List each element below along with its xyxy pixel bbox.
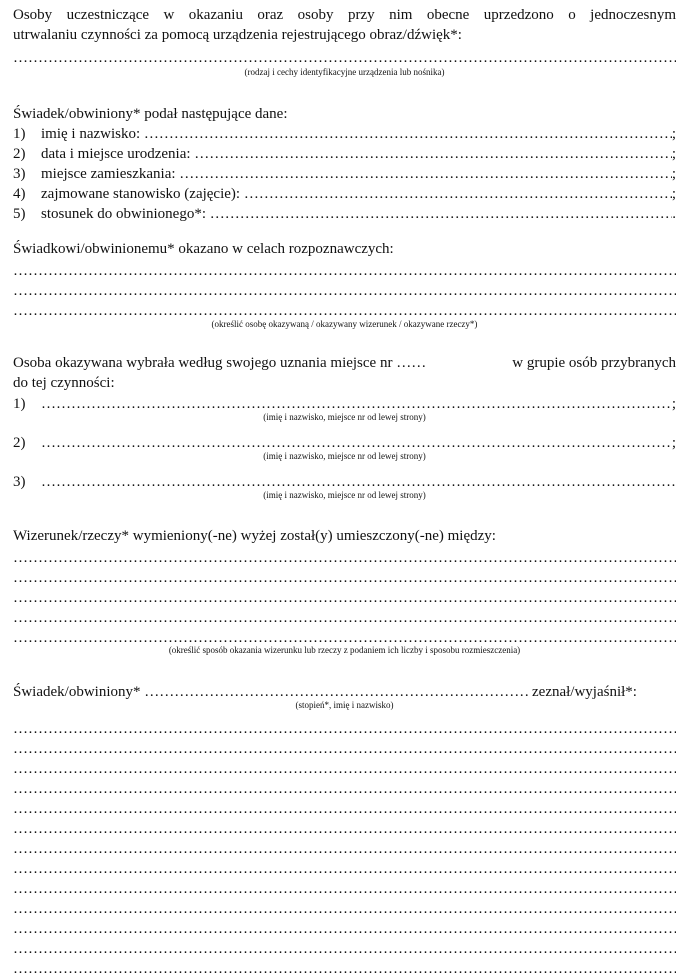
identification-entry-line bbox=[13, 262, 676, 280]
placement-entry-line bbox=[13, 569, 676, 587]
selection-caption-3: (imię i nazwisko, miejsce nr od lewej strony) bbox=[263, 490, 426, 500]
statement-entry-line bbox=[13, 740, 676, 758]
item-number: 1) bbox=[13, 396, 26, 412]
placement-heading: Wizerunek/rzeczy* wymieniony(-ne) wyżej został(y) umieszczony(-ne) między: bbox=[13, 528, 496, 544]
statement-entry-line bbox=[13, 800, 676, 818]
identification-heading: Świadkowi/obwinionemu* okazano w celach rozpoznawczych: bbox=[13, 241, 394, 257]
statement-caption: (stopień*, imię i nazwisko) bbox=[295, 700, 394, 710]
selection-caption-2: (imię i nazwisko, miejsce nr od lewej strony) bbox=[263, 451, 426, 461]
item-end: ; bbox=[671, 126, 676, 142]
placement-entry-line bbox=[13, 549, 676, 567]
witness-item-birth bbox=[13, 145, 676, 163]
statement-entry-line bbox=[13, 720, 676, 738]
witness-item-occupation bbox=[13, 185, 676, 203]
device-caption: (rodzaj i cechy identyfikacyjne urządzenia lub nośnika) bbox=[244, 67, 445, 77]
item-number: 1) bbox=[13, 126, 26, 142]
item-label: imię i nazwisko: bbox=[41, 126, 141, 142]
witness-item-relation bbox=[13, 205, 676, 223]
statement-entry-line bbox=[13, 820, 676, 838]
item-number: 3) bbox=[13, 166, 26, 182]
selection-item-3 bbox=[13, 473, 676, 491]
selection-item-1 bbox=[13, 395, 676, 413]
selection-item-2 bbox=[13, 434, 676, 452]
item-end: ; bbox=[671, 186, 676, 202]
selection-caption-1: (imię i nazwisko, miejsce nr od lewej strony) bbox=[263, 412, 426, 422]
item-label: data i miejsce urodzenia: bbox=[41, 146, 191, 162]
placement-entry-line bbox=[13, 589, 676, 607]
item-number: 5) bbox=[13, 206, 26, 222]
item-end: ; bbox=[671, 396, 676, 412]
statement-start: Świadek/obwiniony* bbox=[13, 684, 141, 700]
statement-entry-line bbox=[13, 920, 676, 938]
identification-caption: (określić osobę okazywaną / okazywany wizerunek / okazywane rzeczy*) bbox=[211, 319, 478, 329]
item-end: ; bbox=[671, 146, 676, 162]
item-end: . bbox=[672, 206, 676, 222]
selection-line-1-end: w grupie osób przybranych bbox=[512, 355, 676, 371]
item-number: 4) bbox=[13, 186, 26, 202]
selection-line-1 bbox=[13, 354, 676, 372]
statement-entry-line bbox=[13, 880, 676, 898]
identification-entry-line bbox=[13, 282, 676, 300]
statement-end: zeznał/wyjaśnił*: bbox=[532, 684, 637, 700]
statement-entry-line bbox=[13, 760, 676, 778]
intro-line-2: utrwalaniu czynności za pomocą urządzenia rejestrującego obraz/dźwięk*: bbox=[13, 27, 462, 43]
statement-entry-line bbox=[13, 940, 676, 958]
item-number: 2) bbox=[13, 435, 26, 451]
device-entry-line bbox=[13, 49, 676, 67]
item-label: miejsce zamieszkania: bbox=[41, 166, 176, 182]
placement-entry-line bbox=[13, 609, 676, 627]
intro-line-1: Osoby uczestniczące w okazaniu oraz osoby przy nim obecne uprzedzono o jednoczesnym bbox=[13, 7, 676, 23]
selection-line-2: do tej czynności: bbox=[13, 375, 115, 391]
statement-entry-line bbox=[13, 840, 676, 858]
item-number: 3) bbox=[13, 474, 26, 490]
statement-entry-line bbox=[13, 860, 676, 878]
place-number-dots: …… bbox=[396, 355, 427, 371]
item-end: ; bbox=[671, 435, 676, 451]
witness-data-heading: Świadek/obwiniony* podał następujące dane: bbox=[13, 106, 288, 122]
item-label: stosunek do obwinionego*: bbox=[41, 206, 206, 222]
selection-line-1-start: Osoba okazywana wybrała według swojego uznania miejsce nr bbox=[13, 355, 393, 371]
item-label: zajmowane stanowisko (zajęcie): bbox=[41, 186, 241, 202]
witness-item-residence bbox=[13, 165, 676, 183]
witness-item-name bbox=[13, 125, 676, 143]
statement-entry-line bbox=[13, 960, 676, 978]
statement-entry-line bbox=[13, 780, 676, 798]
statement-entry-line bbox=[13, 900, 676, 918]
placement-caption: (określić sposób okazania wizerunku lub rzeczy z podaniem ich liczby i sposobu rozmieszczenia) bbox=[168, 645, 521, 655]
item-number: 2) bbox=[13, 146, 26, 162]
statement-line bbox=[13, 683, 676, 701]
item-end: ; bbox=[671, 166, 676, 182]
identification-entry-line bbox=[13, 302, 676, 320]
